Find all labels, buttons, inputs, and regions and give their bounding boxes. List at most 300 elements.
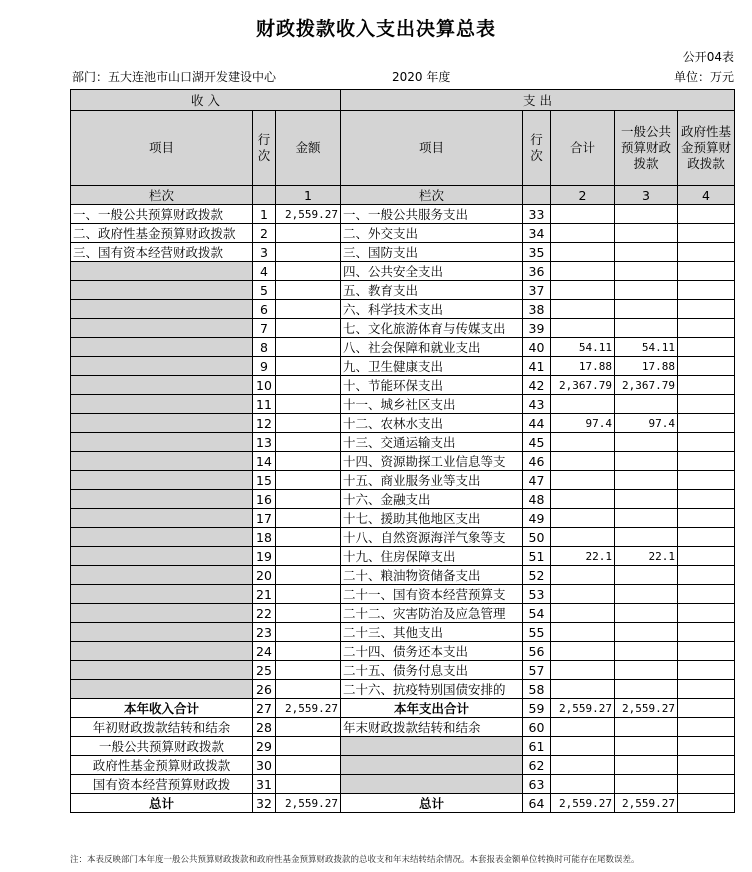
- income-row-no: 9: [253, 357, 276, 376]
- expense-fund: [678, 604, 735, 623]
- expense-general: [615, 642, 678, 661]
- expense-total: [551, 205, 615, 224]
- income-row-no: 2: [253, 224, 276, 243]
- income-item: [71, 319, 253, 338]
- report-title: 财政拨款收入支出决算总表: [255, 18, 496, 40]
- expense-fund: [678, 243, 735, 262]
- blank-cell: [253, 186, 276, 205]
- income-item: [71, 490, 253, 509]
- expense-general: [615, 281, 678, 300]
- expense-item: 七、文化旅游体育与传媒支出: [341, 319, 523, 338]
- expense-general: [615, 528, 678, 547]
- income-item: [71, 585, 253, 604]
- summary-expense-row-no: 61: [523, 737, 551, 756]
- summary-row: [71, 775, 735, 794]
- expense-total: [551, 509, 615, 528]
- summary-expense-row-no: 63: [523, 775, 551, 794]
- column-index-row: [71, 186, 735, 205]
- expense-total: [551, 604, 615, 623]
- income-item: [71, 376, 253, 395]
- income-amount: [276, 452, 341, 471]
- expense-total: [551, 566, 615, 585]
- income-amount: [276, 338, 341, 357]
- expense-item: 十二、农林水支出: [341, 414, 523, 433]
- summary-expense-item: 本年支出合计: [341, 699, 523, 718]
- income-row-no: 19: [253, 547, 276, 566]
- expense-item: 十七、援助其他地区支出: [341, 509, 523, 528]
- summary-expense-row-no: 62: [523, 756, 551, 775]
- expense-fund: [678, 547, 735, 566]
- income-item: [71, 262, 253, 281]
- expense-row-no: 48: [523, 490, 551, 509]
- income-amount: [276, 281, 341, 300]
- table-row: [71, 395, 735, 414]
- summary-expense-general: [615, 775, 678, 794]
- table-row: [71, 490, 735, 509]
- table-row: [71, 224, 735, 243]
- summary-expense-general: [615, 756, 678, 775]
- expense-row-no: 35: [523, 243, 551, 262]
- expense-item: 四、公共安全支出: [341, 262, 523, 281]
- table-row: [71, 433, 735, 452]
- income-item: [71, 566, 253, 585]
- expense-fund: [678, 680, 735, 699]
- unit-label: 单位：万元: [673, 70, 734, 84]
- expense-fund: [678, 319, 735, 338]
- expense-general: [615, 585, 678, 604]
- income-amount: [276, 433, 341, 452]
- summary-expense-item: 总计: [341, 794, 523, 813]
- expense-fund-header: 政府性基金预算财政拨款: [678, 111, 735, 186]
- income-row-no: 4: [253, 262, 276, 281]
- expense-general: [615, 680, 678, 699]
- income-item: [71, 680, 253, 699]
- expense-item: 十九、住房保障支出: [341, 547, 523, 566]
- summary-expense-row-no: 64: [523, 794, 551, 813]
- table-row: [71, 528, 735, 547]
- income-amount: [276, 566, 341, 585]
- income-amount: [276, 471, 341, 490]
- income-item: [71, 452, 253, 471]
- income-item: [71, 509, 253, 528]
- expense-general: 97.4: [615, 414, 678, 433]
- expense-total: [551, 262, 615, 281]
- table-row: [71, 509, 735, 528]
- blank-cell: [523, 186, 551, 205]
- expense-item: 三、国防支出: [341, 243, 523, 262]
- summary-row: [71, 794, 735, 813]
- income-row-no: 5: [253, 281, 276, 300]
- expense-row-no: 38: [523, 300, 551, 319]
- income-item: [71, 338, 253, 357]
- expense-item: 二十五、债务付息支出: [341, 661, 523, 680]
- expense-fund: [678, 642, 735, 661]
- expense-total: 17.88: [551, 357, 615, 376]
- expense-header: 支 出: [341, 90, 735, 111]
- expense-row-no: 55: [523, 623, 551, 642]
- income-item: 二、政府性基金预算财政拨款: [71, 224, 253, 243]
- expense-total: 97.4: [551, 414, 615, 433]
- expense-row-no: 37: [523, 281, 551, 300]
- expense-total: [551, 433, 615, 452]
- summary-expense-total: 2,559.27: [551, 699, 615, 718]
- income-row-no: 22: [253, 604, 276, 623]
- expense-item: 八、社会保障和就业支出: [341, 338, 523, 357]
- section-header-row: [71, 90, 735, 111]
- expense-total: [551, 452, 615, 471]
- summary-expense-fund: [678, 794, 735, 813]
- expense-row-no: 44: [523, 414, 551, 433]
- expense-item: 九、卫生健康支出: [341, 357, 523, 376]
- income-amount: [276, 642, 341, 661]
- expense-item: 十四、资源勘探工业信息等支: [341, 452, 523, 471]
- income-row-no: 23: [253, 623, 276, 642]
- expense-general: [615, 509, 678, 528]
- income-row-no: 26: [253, 680, 276, 699]
- table-row: [71, 205, 735, 224]
- expense-fund: [678, 300, 735, 319]
- expense-total: [551, 490, 615, 509]
- expense-total: [551, 585, 615, 604]
- expense-general: 54.11: [615, 338, 678, 357]
- expense-fund: [678, 357, 735, 376]
- table-row: [71, 281, 735, 300]
- expense-item: 十、节能环保支出: [341, 376, 523, 395]
- expense-rowno-header: 行次: [523, 111, 551, 186]
- income-row-no: 1: [253, 205, 276, 224]
- expense-fund: [678, 661, 735, 680]
- expense-item: 十三、交通运输支出: [341, 433, 523, 452]
- expense-item: 二十六、抗疫特别国债安排的: [341, 680, 523, 699]
- expense-general: [615, 623, 678, 642]
- income-amount: 2,559.27: [276, 205, 341, 224]
- income-row-no: 17: [253, 509, 276, 528]
- table-row: [71, 471, 735, 490]
- income-amount: [276, 300, 341, 319]
- expense-row-no: 52: [523, 566, 551, 585]
- table-row: [71, 300, 735, 319]
- summary-income-row-no: 31: [253, 775, 276, 794]
- table-row: [71, 604, 735, 623]
- summary-income-amount: [276, 756, 341, 775]
- expense-row-no: 57: [523, 661, 551, 680]
- summary-income-item: 总计: [71, 794, 253, 813]
- expense-item: 十六、金融支出: [341, 490, 523, 509]
- expense-item: 二十四、债务还本支出: [341, 642, 523, 661]
- summary-income-row-no: 29: [253, 737, 276, 756]
- income-amount: [276, 490, 341, 509]
- expense-total: 2,367.79: [551, 376, 615, 395]
- summary-expense-row-no: 59: [523, 699, 551, 718]
- expense-row-no: 56: [523, 642, 551, 661]
- expense-general: [615, 243, 678, 262]
- expense-total: [551, 623, 615, 642]
- expense-general: [615, 395, 678, 414]
- col-index-2: 2: [551, 186, 615, 205]
- summary-income-amount: 2,559.27: [276, 794, 341, 813]
- income-row-no: 11: [253, 395, 276, 414]
- income-row-no: 16: [253, 490, 276, 509]
- expense-total: [551, 281, 615, 300]
- expense-row-no: 58: [523, 680, 551, 699]
- expense-fund: [678, 509, 735, 528]
- income-amount: [276, 585, 341, 604]
- expense-total-header: 合计: [551, 111, 615, 186]
- expense-row-no: 45: [523, 433, 551, 452]
- expense-row-no: 40: [523, 338, 551, 357]
- expense-item: 五、教育支出: [341, 281, 523, 300]
- income-item: [71, 281, 253, 300]
- income-row-no: 12: [253, 414, 276, 433]
- expense-fund: [678, 262, 735, 281]
- expense-item: 二十二、灾害防治及应急管理: [341, 604, 523, 623]
- income-row-no: 13: [253, 433, 276, 452]
- summary-income-row-no: 28: [253, 718, 276, 737]
- expense-fund: [678, 395, 735, 414]
- expense-fund: [678, 338, 735, 357]
- income-row-no: 14: [253, 452, 276, 471]
- income-row-no: 10: [253, 376, 276, 395]
- income-amount-header: 金额: [276, 111, 341, 186]
- expense-general: [615, 661, 678, 680]
- expense-item: 二十三、其他支出: [341, 623, 523, 642]
- income-item: [71, 471, 253, 490]
- summary-expense-item: 年末财政拨款结转和结余: [341, 718, 523, 737]
- income-amount: [276, 547, 341, 566]
- expense-row-no: 54: [523, 604, 551, 623]
- income-item: [71, 300, 253, 319]
- table-row: [71, 243, 735, 262]
- expense-fund: [678, 376, 735, 395]
- expense-fund: [678, 566, 735, 585]
- table-row: [71, 357, 735, 376]
- income-amount: [276, 376, 341, 395]
- expense-row-no: 36: [523, 262, 551, 281]
- income-item: 一、一般公共预算财政拨款: [71, 205, 253, 224]
- income-amount: [276, 262, 341, 281]
- income-amount: [276, 319, 341, 338]
- table-row: [71, 452, 735, 471]
- summary-expense-general: [615, 737, 678, 756]
- expense-fund: [678, 281, 735, 300]
- income-amount: [276, 357, 341, 376]
- table-row: [71, 338, 735, 357]
- summary-income-item: 国有资本经营预算财政拨: [71, 775, 253, 794]
- summary-expense-fund: [678, 775, 735, 794]
- expense-total: [551, 471, 615, 490]
- expense-fund: [678, 490, 735, 509]
- summary-expense-fund: [678, 718, 735, 737]
- expense-row-no: 34: [523, 224, 551, 243]
- expense-total: [551, 642, 615, 661]
- expense-total: [551, 528, 615, 547]
- expense-row-no: 43: [523, 395, 551, 414]
- col-index-4: 4: [678, 186, 735, 205]
- expense-fund: [678, 414, 735, 433]
- summary-row: [71, 737, 735, 756]
- summary-income-row-no: 30: [253, 756, 276, 775]
- expense-item: 二、外交支出: [341, 224, 523, 243]
- table-row: [71, 680, 735, 699]
- income-item: [71, 357, 253, 376]
- summary-expense-item: [341, 756, 523, 775]
- expense-row-no: 49: [523, 509, 551, 528]
- expense-row-no: 51: [523, 547, 551, 566]
- col-label-left: 栏次: [71, 186, 253, 205]
- income-row-no: 15: [253, 471, 276, 490]
- summary-expense-item: [341, 775, 523, 794]
- expense-fund: [678, 433, 735, 452]
- summary-row: [71, 699, 735, 718]
- income-row-no: 24: [253, 642, 276, 661]
- income-row-no: 6: [253, 300, 276, 319]
- summary-expense-total: [551, 718, 615, 737]
- summary-income-amount: [276, 718, 341, 737]
- summary-expense-total: [551, 737, 615, 756]
- expense-item: 一、一般公共服务支出: [341, 205, 523, 224]
- expense-row-no: 47: [523, 471, 551, 490]
- income-row-no: 3: [253, 243, 276, 262]
- expense-general: [615, 433, 678, 452]
- summary-expense-item: [341, 737, 523, 756]
- expense-fund: [678, 205, 735, 224]
- expense-general: 22.1: [615, 547, 678, 566]
- income-amount: [276, 395, 341, 414]
- expense-general: [615, 205, 678, 224]
- income-row-no: 18: [253, 528, 276, 547]
- expense-general: [615, 224, 678, 243]
- summary-expense-fund: [678, 737, 735, 756]
- expense-general: [615, 490, 678, 509]
- expense-total: 22.1: [551, 547, 615, 566]
- expense-total: [551, 300, 615, 319]
- expense-item: 二十一、国有资本经营预算支: [341, 585, 523, 604]
- expense-fund: [678, 471, 735, 490]
- expense-general: 2,367.79: [615, 376, 678, 395]
- expense-total: [551, 319, 615, 338]
- expense-row-no: 33: [523, 205, 551, 224]
- summary-expense-fund: [678, 699, 735, 718]
- column-header-row: [71, 111, 735, 186]
- income-item: 三、国有资本经营财政拨款: [71, 243, 253, 262]
- summary-expense-fund: [678, 756, 735, 775]
- income-amount: [276, 661, 341, 680]
- income-amount: [276, 680, 341, 699]
- department-label: 部门：五大连池市山口湖开发建设中心: [72, 70, 277, 84]
- summary-income-item: 年初财政拨款结转和结余: [71, 718, 253, 737]
- expense-general-header: 一般公共预算财政拨款: [615, 111, 678, 186]
- table-row: [71, 414, 735, 433]
- expense-row-no: 46: [523, 452, 551, 471]
- summary-income-item: 本年收入合计: [71, 699, 253, 718]
- summary-income-row-no: 32: [253, 794, 276, 813]
- expense-general: [615, 262, 678, 281]
- income-rowno-header: 行次: [253, 111, 276, 186]
- income-row-no: 20: [253, 566, 276, 585]
- income-item: [71, 414, 253, 433]
- income-item: [71, 395, 253, 414]
- summary-income-item: 一般公共预算财政拨款: [71, 737, 253, 756]
- fiscal-year: 2020 年度: [392, 70, 451, 84]
- income-row-no: 21: [253, 585, 276, 604]
- table-row: [71, 262, 735, 281]
- income-header: 收 入: [71, 90, 341, 111]
- table-row: [71, 642, 735, 661]
- summary-expense-total: 2,559.27: [551, 794, 615, 813]
- expense-total: [551, 224, 615, 243]
- table-row: [71, 319, 735, 338]
- summary-row: [71, 756, 735, 775]
- col-index-1: 1: [276, 186, 341, 205]
- expense-general: [615, 566, 678, 585]
- income-amount: [276, 509, 341, 528]
- expense-general: [615, 471, 678, 490]
- col-label-right: 栏次: [341, 186, 523, 205]
- income-amount: [276, 224, 341, 243]
- expense-item: 六、科学技术支出: [341, 300, 523, 319]
- col-index-3: 3: [615, 186, 678, 205]
- income-amount: [276, 414, 341, 433]
- expense-total: [551, 243, 615, 262]
- income-row-no: 7: [253, 319, 276, 338]
- summary-income-amount: [276, 775, 341, 794]
- summary-income-amount: 2,559.27: [276, 699, 341, 718]
- summary-expense-row-no: 60: [523, 718, 551, 737]
- income-item: [71, 604, 253, 623]
- income-item: [71, 623, 253, 642]
- income-item: [71, 433, 253, 452]
- budget-table: [70, 89, 735, 813]
- expense-row-no: 50: [523, 528, 551, 547]
- expense-total: [551, 661, 615, 680]
- income-amount: [276, 528, 341, 547]
- expense-item-header: 项目: [341, 111, 523, 186]
- expense-fund: [678, 224, 735, 243]
- expense-row-no: 42: [523, 376, 551, 395]
- income-amount: [276, 623, 341, 642]
- income-amount: [276, 604, 341, 623]
- expense-general: [615, 319, 678, 338]
- expense-item: 二十、粮油物资储备支出: [341, 566, 523, 585]
- expense-item: 十一、城乡社区支出: [341, 395, 523, 414]
- summary-income-row-no: 27: [253, 699, 276, 718]
- summary-expense-total: [551, 775, 615, 794]
- table-row: [71, 376, 735, 395]
- expense-general: [615, 300, 678, 319]
- summary-income-item: 政府性基金预算财政拨款: [71, 756, 253, 775]
- expense-total: [551, 680, 615, 699]
- expense-fund: [678, 528, 735, 547]
- income-row-no: 8: [253, 338, 276, 357]
- table-row: [71, 585, 735, 604]
- expense-row-no: 41: [523, 357, 551, 376]
- expense-total: [551, 395, 615, 414]
- expense-general: [615, 604, 678, 623]
- table-row: [71, 661, 735, 680]
- income-item-header: 项目: [71, 111, 253, 186]
- expense-general: 17.88: [615, 357, 678, 376]
- expense-fund: [678, 585, 735, 604]
- income-item: [71, 642, 253, 661]
- expense-fund: [678, 452, 735, 471]
- table-row: [71, 623, 735, 642]
- expense-general: [615, 452, 678, 471]
- form-number: 公开04表: [682, 50, 734, 64]
- footnote: 注：本表反映部门本年度一般公共预算财政拨款和政府性基金预算财政拨款的总收支和年末结转结余情况。本套报表金额单位转换时可能存在尾数误差。: [70, 855, 640, 865]
- summary-expense-general: [615, 718, 678, 737]
- summary-income-amount: [276, 737, 341, 756]
- income-item: [71, 528, 253, 547]
